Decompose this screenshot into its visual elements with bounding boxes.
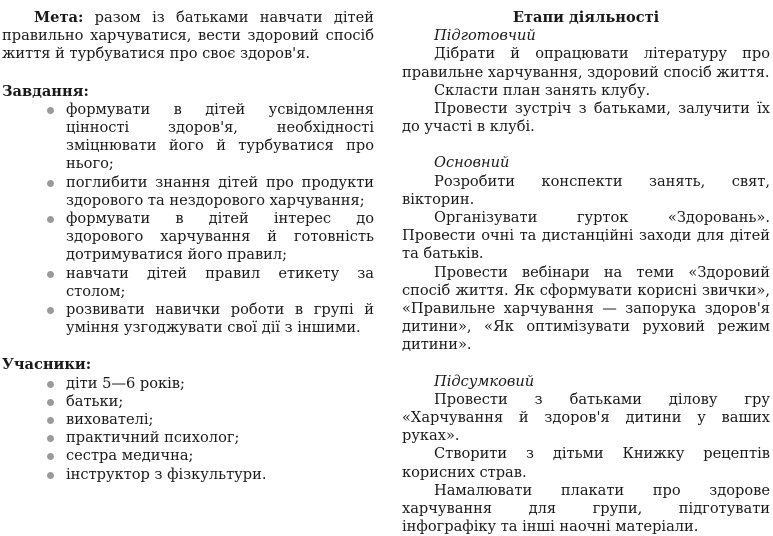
tasks-list (2, 101, 374, 338)
stage-item: Організувати гурток «Здоровань». Провести очні та дистанційні заходи для дітей та батьків. (402, 209, 770, 263)
aim-label: Мета: (34, 9, 84, 26)
bullet-icon (47, 216, 54, 223)
list-item (2, 174, 374, 210)
tasks-heading: Завдання: (2, 82, 89, 100)
participants-heading: Учасники: (2, 356, 92, 374)
stage-item: Провести зустріч з батьками, залучити їх до участі в клубі. (402, 100, 770, 136)
bullet-icon (47, 472, 54, 479)
list-item (2, 393, 374, 411)
list-item-text: розвивати навички роботи в групі й уміння узгоджувати свої дії з іншими. (66, 301, 374, 337)
stage-item: Намалювати плакати про здорове харчування для групи, підготувати інфографіку та інші наочні матеріали. (402, 481, 770, 536)
list-item-text: батьки; (66, 392, 124, 410)
stage-title: Підсумковий (434, 372, 535, 390)
list-item (2, 101, 374, 174)
bullet-icon (47, 453, 54, 460)
stage-title: Основний (434, 154, 510, 172)
list-item (2, 301, 374, 337)
list-item (2, 375, 374, 393)
list-item-text: сестра медична; (66, 447, 194, 465)
stage-item: Створити з дітьми Книжку рецептів корисних страв. (402, 445, 770, 481)
list-item (2, 210, 374, 265)
stage-item: Дібрати й опрацювати літературу про правильне харчування, здоровий спосіб життя. (402, 45, 770, 81)
bullet-icon (47, 399, 54, 406)
list-item (2, 429, 374, 447)
bullet-icon (47, 381, 54, 388)
stage-item: Провести з батьками ділову гру «Харчування й здоров'я дитини у ваших руках». (402, 390, 770, 445)
list-item-text: навчати дітей правил етикету за столом; (66, 264, 374, 300)
bullet-icon (47, 435, 54, 442)
bullet-icon (47, 180, 54, 187)
stage-title: Підготовчий (434, 27, 536, 45)
aim-text: разом із батьками навчати дітей правильно харчуватися, вести здоровий спосіб життя й турбуватися про своє здоров'я. (2, 9, 374, 63)
bullet-icon (47, 107, 54, 114)
stage-item: Розробити конспекти занять, свят, вікторин. (402, 172, 770, 208)
list-item-text: практичний психолог; (66, 429, 240, 447)
list-item (2, 265, 374, 301)
list-item (2, 447, 374, 465)
list-item-text: формувати в дітей інтерес до здорового харчування й готовність дотримуватися його правил; (66, 210, 374, 264)
list-item-text: формувати в дітей усвідомлення цінності здоров'я, необхідності зміцнювати його й турбуватися про нього; (66, 100, 374, 173)
right-column (402, 9, 770, 536)
bullet-icon (47, 417, 54, 424)
list-item-text: вихователі; (66, 411, 154, 429)
list-item (2, 411, 374, 429)
list-item-text: діти 5—6 років; (66, 374, 185, 392)
list-item-text: поглибити знання дітей про продукти здорового та нездорового харчування; (66, 173, 374, 209)
list-item-text: інструктор з фізкультури. (66, 465, 267, 483)
bullet-icon (47, 271, 54, 278)
participants-list (2, 375, 374, 484)
stage-item: Провести вебінари на теми «Здоровий спосіб життя. Як сформувати корисні звички», «Правильне харчування — запорука здоров'я дитини», «Як оптимізувати руховий режим дитини». (402, 263, 770, 354)
stages-heading: Етапи діяльності (512, 9, 660, 26)
stage-item: Скласти план занять клубу. (434, 81, 651, 99)
aim-paragraph (2, 9, 374, 64)
bullet-icon (47, 307, 54, 314)
list-item (2, 466, 374, 484)
left-column (2, 9, 374, 484)
